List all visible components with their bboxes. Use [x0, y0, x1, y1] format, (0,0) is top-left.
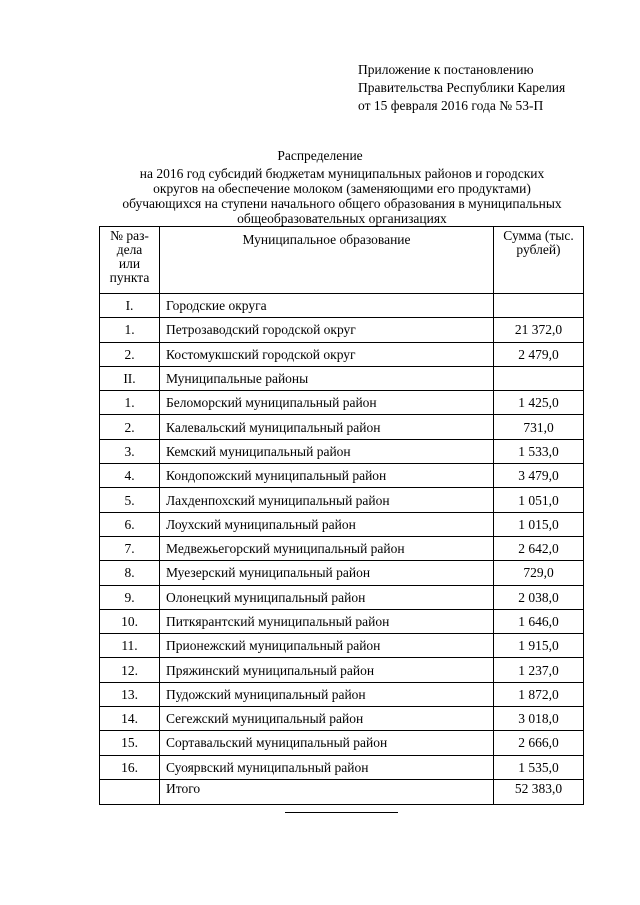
- row-municipality: [160, 658, 494, 682]
- row-number: 2.: [100, 415, 160, 439]
- row-number: 6.: [100, 512, 160, 536]
- row-sum: 3 479,0: [494, 464, 584, 488]
- row-municipality-text: Костомукшский городской округ: [166, 346, 356, 362]
- table-row: [100, 536, 584, 560]
- row-number: 14.: [100, 707, 160, 731]
- row-municipality: [160, 609, 494, 633]
- row-number: 7.: [100, 536, 160, 560]
- row-sum: 1 533,0: [494, 439, 584, 463]
- row-municipality: [160, 561, 494, 585]
- row-sum: 1 425,0: [494, 391, 584, 415]
- row-sum: [494, 294, 584, 318]
- table-row: [100, 609, 584, 633]
- row-sum: 52 383,0: [494, 779, 584, 805]
- table-row: [100, 439, 584, 463]
- table-row: [100, 464, 584, 488]
- row-municipality: [160, 634, 494, 658]
- row-municipality-text: Муниципальные районы: [166, 371, 309, 387]
- row-sum: 1 872,0: [494, 682, 584, 706]
- row-municipality: [160, 512, 494, 536]
- table-body: [100, 227, 584, 805]
- table-row: [100, 391, 584, 415]
- row-sum: [494, 366, 584, 390]
- subtitle-line: общеобразовательных организациях: [237, 211, 447, 226]
- subtitle-line: обучающихся на ступени начального общего образования в муниципальных: [122, 196, 562, 211]
- row-sum: 3 018,0: [494, 707, 584, 731]
- row-municipality: [160, 488, 494, 512]
- row-municipality: [160, 391, 494, 415]
- row-sum: 2 666,0: [494, 731, 584, 755]
- row-municipality-text: Пудожский муниципальный район: [166, 686, 366, 702]
- row-municipality: [160, 415, 494, 439]
- row-municipality: [160, 682, 494, 706]
- row-municipality: [160, 707, 494, 731]
- distribution-table: [99, 226, 584, 805]
- table-row: [100, 294, 584, 318]
- row-sum: 1 915,0: [494, 634, 584, 658]
- row-municipality-text: Прионежский муниципальный район: [166, 638, 381, 654]
- table-row: [100, 755, 584, 779]
- row-sum: 21 372,0: [494, 318, 584, 342]
- row-sum: 1 646,0: [494, 609, 584, 633]
- table-row: [100, 682, 584, 706]
- row-sum: 1 015,0: [494, 512, 584, 536]
- row-municipality-text: Беломорский муниципальный район: [166, 395, 377, 411]
- row-municipality: [160, 779, 494, 805]
- row-municipality-text: Лахденпохский муниципальный район: [166, 492, 390, 508]
- row-number: 9.: [100, 585, 160, 609]
- row-municipality-text: Городские округа: [166, 298, 267, 314]
- row-municipality-text: Медвежьегорский муниципальный район: [166, 541, 405, 557]
- table-header-row: [100, 227, 584, 294]
- row-municipality: [160, 439, 494, 463]
- table-total-row: [100, 779, 584, 805]
- row-number: 10.: [100, 609, 160, 633]
- row-number: 16.: [100, 755, 160, 779]
- header-number: № раз- дела или пункта: [100, 227, 160, 294]
- row-municipality-text: Муезерский муниципальный район: [166, 565, 371, 581]
- row-number: 2.: [100, 342, 160, 366]
- row-municipality-text: Сортавальский муниципальный район: [166, 735, 388, 751]
- table-row: [100, 488, 584, 512]
- row-number: II.: [100, 366, 160, 390]
- table-row: [100, 415, 584, 439]
- appendix-line: Приложение к постановлению: [358, 62, 534, 77]
- row-municipality-text: Сегежский муниципальный район: [166, 711, 364, 727]
- row-municipality: [160, 585, 494, 609]
- row-municipality-text: Кондопожский муниципальный район: [166, 468, 387, 484]
- row-municipality-text: Петрозаводский городской округ: [166, 322, 356, 338]
- row-number: 1.: [100, 318, 160, 342]
- row-municipality: [160, 536, 494, 560]
- subtitle-line: округов на обеспечение молоком (заменяющими его продуктами): [153, 181, 531, 196]
- row-number: 13.: [100, 682, 160, 706]
- row-municipality: [160, 755, 494, 779]
- row-sum: 2 642,0: [494, 536, 584, 560]
- row-sum: 2 038,0: [494, 585, 584, 609]
- header-municipality: Муниципальное образование: [160, 227, 494, 294]
- row-municipality-text: Питкярантский муниципальный район: [166, 614, 390, 629]
- row-municipality: [160, 366, 494, 390]
- table-row: [100, 585, 584, 609]
- row-number: 1.: [100, 391, 160, 415]
- row-municipality: [160, 318, 494, 342]
- table-row: [100, 561, 584, 585]
- row-number: 4.: [100, 464, 160, 488]
- row-municipality-text: Лоухский муниципальный район: [166, 516, 356, 532]
- header-sum: Сумма (тыс. рублей): [494, 227, 584, 294]
- row-number: I.: [100, 294, 160, 318]
- row-sum: 731,0: [494, 415, 584, 439]
- row-number: 8.: [100, 561, 160, 585]
- row-number: 3.: [100, 439, 160, 463]
- row-municipality: [160, 464, 494, 488]
- row-municipality-text: Калевальский муниципальный район: [166, 419, 381, 435]
- table-row: [100, 707, 584, 731]
- row-municipality: [160, 294, 494, 318]
- table-row: [100, 512, 584, 536]
- row-number: [100, 779, 160, 805]
- table-row: [100, 342, 584, 366]
- document-subtitle: [92, 166, 592, 226]
- row-sum: 1 237,0: [494, 658, 584, 682]
- row-sum: 1 535,0: [494, 755, 584, 779]
- appendix-line: Правительства Республики Карелия: [358, 80, 566, 95]
- row-sum: 1 051,0: [494, 488, 584, 512]
- closing-rule: [285, 812, 398, 813]
- table-row: [100, 658, 584, 682]
- row-municipality: [160, 342, 494, 366]
- row-sum: 2 479,0: [494, 342, 584, 366]
- appendix-note: [358, 61, 565, 115]
- row-number: 5.: [100, 488, 160, 512]
- row-sum: 729,0: [494, 561, 584, 585]
- table-row: [100, 366, 584, 390]
- row-number: 12.: [100, 658, 160, 682]
- document-title: Распределение: [277, 148, 363, 163]
- subtitle-line: на 2016 год субсидий бюджетам муниципальных районов и городских: [139, 166, 545, 181]
- table-row: [100, 731, 584, 755]
- row-number: 15.: [100, 731, 160, 755]
- row-municipality-text: Пряжинский муниципальный район: [166, 662, 375, 678]
- row-municipality-text: Кемский муниципальный район: [166, 443, 351, 459]
- row-municipality: [160, 731, 494, 755]
- row-municipality-text: Итого: [166, 780, 201, 796]
- appendix-line: от 15 февраля 2016 года № 53-П: [358, 98, 544, 113]
- row-municipality-text: Суоярвский муниципальный район: [166, 759, 369, 775]
- row-municipality-text: Олонецкий муниципальный район: [166, 589, 366, 605]
- row-number: 11.: [100, 634, 160, 658]
- table-row: [100, 634, 584, 658]
- table-row: [100, 318, 584, 342]
